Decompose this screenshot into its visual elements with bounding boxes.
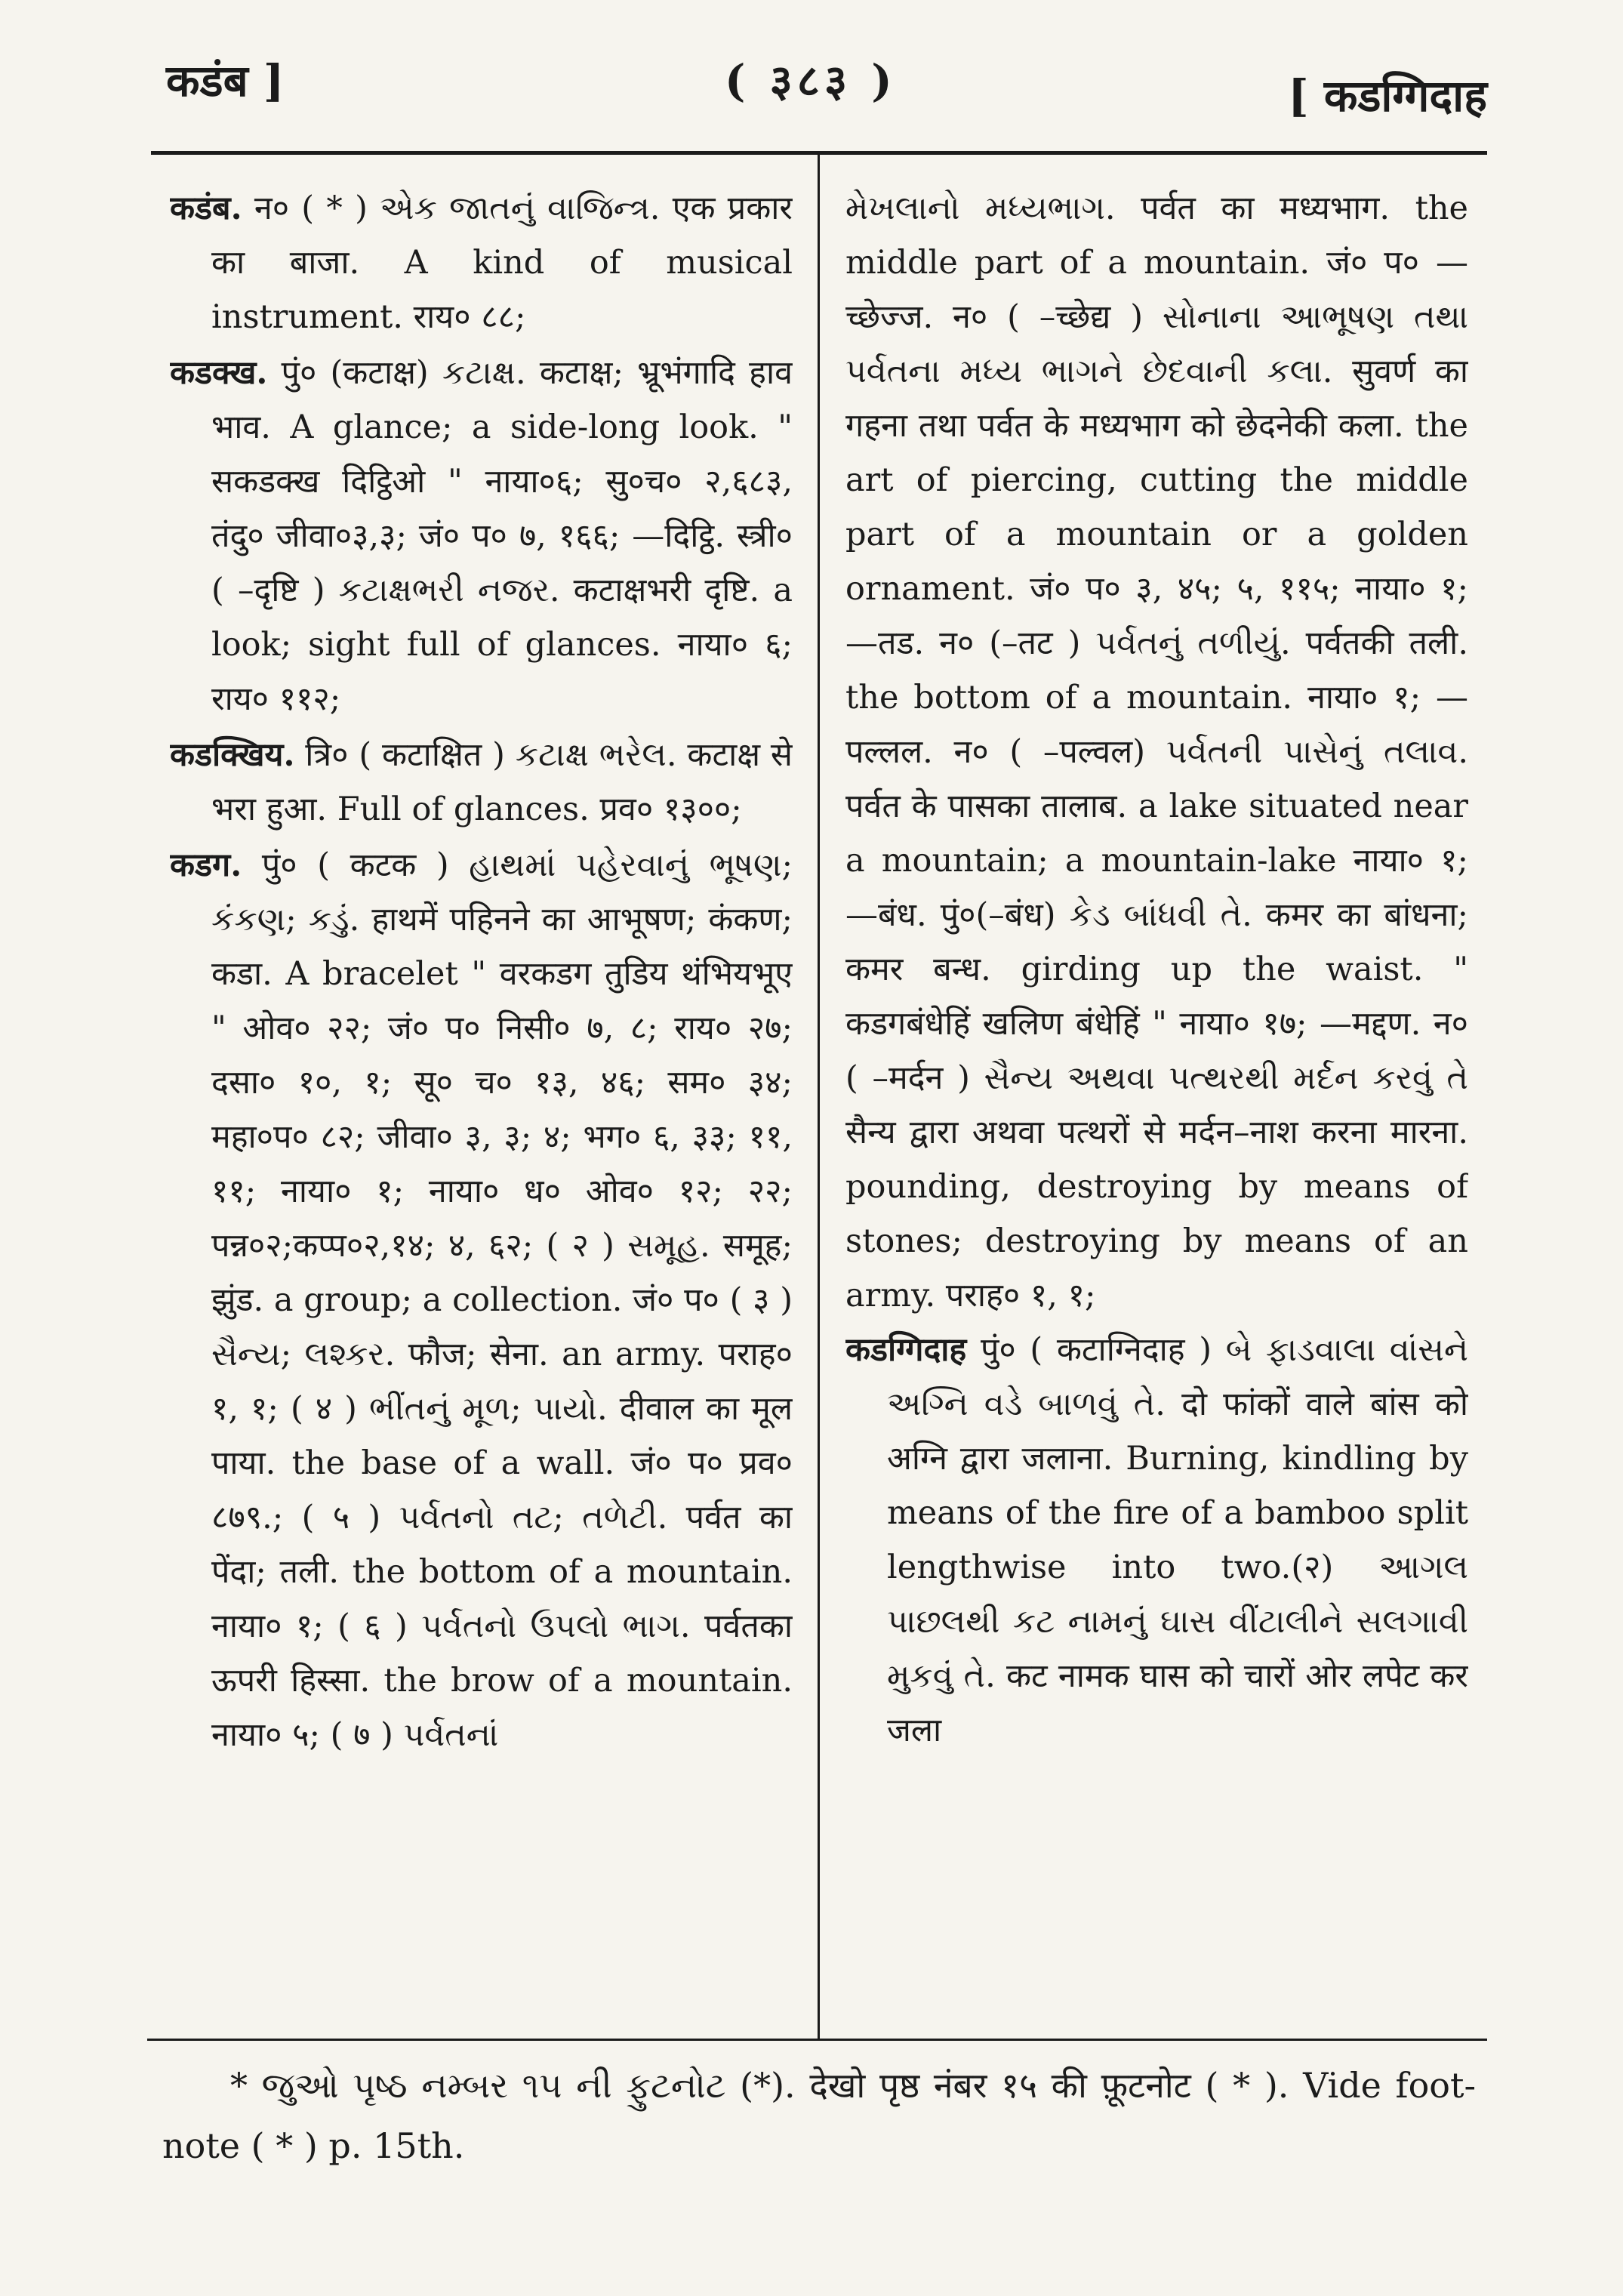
dictionary-entry bbox=[170, 181, 793, 344]
entry-body: न० ( * ) એક જાતનું વાજિન્ત્ર. एक प्रकार का बाजा. A kind of musical instrument. राय० ८८; bbox=[211, 190, 793, 336]
page-header bbox=[151, 42, 1487, 122]
dictionary-entry-continuation bbox=[845, 181, 1468, 1323]
entry-headword: कडक्खिय. bbox=[170, 736, 295, 774]
dictionary-entry bbox=[170, 346, 793, 726]
entry-headword: कडग. bbox=[170, 846, 242, 884]
column-divider bbox=[818, 153, 820, 2041]
page-number: ( ३८३ ) bbox=[725, 55, 897, 106]
right-column bbox=[845, 181, 1468, 2023]
entry-body: पुं० (कटाक्ष) કટાક્ષ. कटाक्ष; भ्रूभंगादि हाव भाव. A glance; a side-long look. " सकडक्ख दिट्ठिओ " नाया०६; सु०च० २,६८३, तंदु० जीवा०३,३; जं० प० ७, १६६; —दिट्ठि. स्त्री० ( –दृष्टि ) કટાક્ષભરી નજર. कटाक्षभरी दृष्टि. a look; sight full of glances. नाया० ६; राय० ११२; bbox=[211, 354, 793, 718]
header-left-guide-word: कडंब ] bbox=[166, 55, 285, 106]
entry-body: पुं० ( कटाग्निदाह ) બે ફાડવાલા વાંસને અગ્નિ વડે બાળવું તે. दो फांकों वाले बांस को अग्नि द्वारा जलाना. Burning, kindling by means of the fire of a bamboo split lengthwise into two.(२) આગલ પાછલથી કટ નામનું ઘાસ વીંટાલીને સલગાવી મુકવું તે. कट नामक घास को चारों ओर लपेट कर जला bbox=[887, 1331, 1468, 1749]
entry-headword: कडंब. bbox=[170, 190, 242, 227]
header-right-guide-word: [ कडग्गिदाह bbox=[1288, 70, 1487, 122]
footnote: * જુઓ પૃષ્ઠ નમ્બર ૧૫ ની ફુટનોટ (*). देखो पृष्ठ नंबर १५ की फ़ूटनोट ( * ). Vide foot-note ( * ) p. 15th. bbox=[162, 2065, 1476, 2166]
left-column bbox=[170, 181, 793, 2023]
entry-body: त्रि० ( कटाक्षित ) કટાક્ષ ભરેલ. कटाक्ष से भरा हुआ. Full of glances. प्रव० १३००; bbox=[211, 736, 793, 828]
entry-headword: कडक्ख. bbox=[170, 354, 268, 392]
footnote-rule bbox=[147, 2039, 1487, 2041]
dictionary-entry bbox=[845, 1323, 1468, 1758]
dictionary-entry bbox=[170, 728, 793, 837]
dictionary-entry bbox=[170, 838, 793, 1762]
entry-body: મેખલાનો મધ્યભાગ. पर्वत का मध्यभाग. the middle part of a mountain. जं० प० —च्छेज्ज. न० ( –च्छेद्य ) સોનાના આભૂષણ તથા પર્વતના મધ્ય ભાગને છેદવાની કલા. सुवर्ण का गहना तथा पर्वत के मध्यभाग को छेदनेकी कला. the art of piercing, cutting the middle part of a mountain or a golden ornament. जं० प० ३, ४५; ५, ११५; नाया० १; —तड. न० (–तट ) પર્વતનું તળીયું. पर्वतकी तली. the bottom of a mountain. नाया० १; —पल्लल. न० ( –पल्वल) પર્વતની પાસેનું તલાવ. पर्वत के पासका तालाब. a lake situated near a mountain; a mountain-lake नाया० १; —बंध. पुं०(–बंध) કેડ બાંધવી તે. कमर का बांधना; कमर बन्ध. girding up the waist. " कडगबंधेहिं खलिण बंधेहिं " नाया० १७; —मद्दण. न० ( –मर्दन ) સૈન્ય અથવા પત્થરથી મર્દન કરવું તે सैन्य द्वारा अथवा पत्थरों से मर्दन–नाश करना मारना. pounding, destroying by means of stones; destroying by means of an army. पराह० १, १; bbox=[845, 190, 1468, 1314]
entry-headword: कडग्गिदाह bbox=[845, 1331, 967, 1369]
entry-body: पुं० ( कटक ) હાથમાં પહેરવાનું ભૂષણ; કંકણ; કડું. हाथमें पहिनने का आभूषण; कंकण; कडा. A bracelet " वरकडग तुडिय थंभियभूए " ओव० २२; जं० प० निसी० ७, ८; राय० २७; दसा० १०, १; सू० च० १३, ४६; सम० ३४; महा०प० ८२; जीवा० ३, ३; ४; भग० ६, ३३; ११, ११; नाया० १; नाया० ध० ओव० १२; २२; पन्न०२;कप्प०२,१४; ४, ६२; ( २ ) સમૂહ. समूह; झुंड. a group; a collection. जं० प० ( ३ ) સૈન્ય; લશ્કર. फौज; सेना. an army. पराह० १, १; ( ४ ) ભીંતનું મૂળ; પાયો. दीवाल का मूल पाया. the base of a wall. जं० प० प्रव० ८७९.; ( ५ ) પર્વતનો તટ; તળેટી. पर्वत का पेंदा; तली. the bottom of a mountain. नाया० १; ( ६ ) પર્વતનો ઉપલો ભાગ. पर्वतका ऊपरी हिस्सा. the brow of a mountain. नाया० ५; ( ७ ) પર્વતનાં bbox=[211, 846, 793, 1754]
